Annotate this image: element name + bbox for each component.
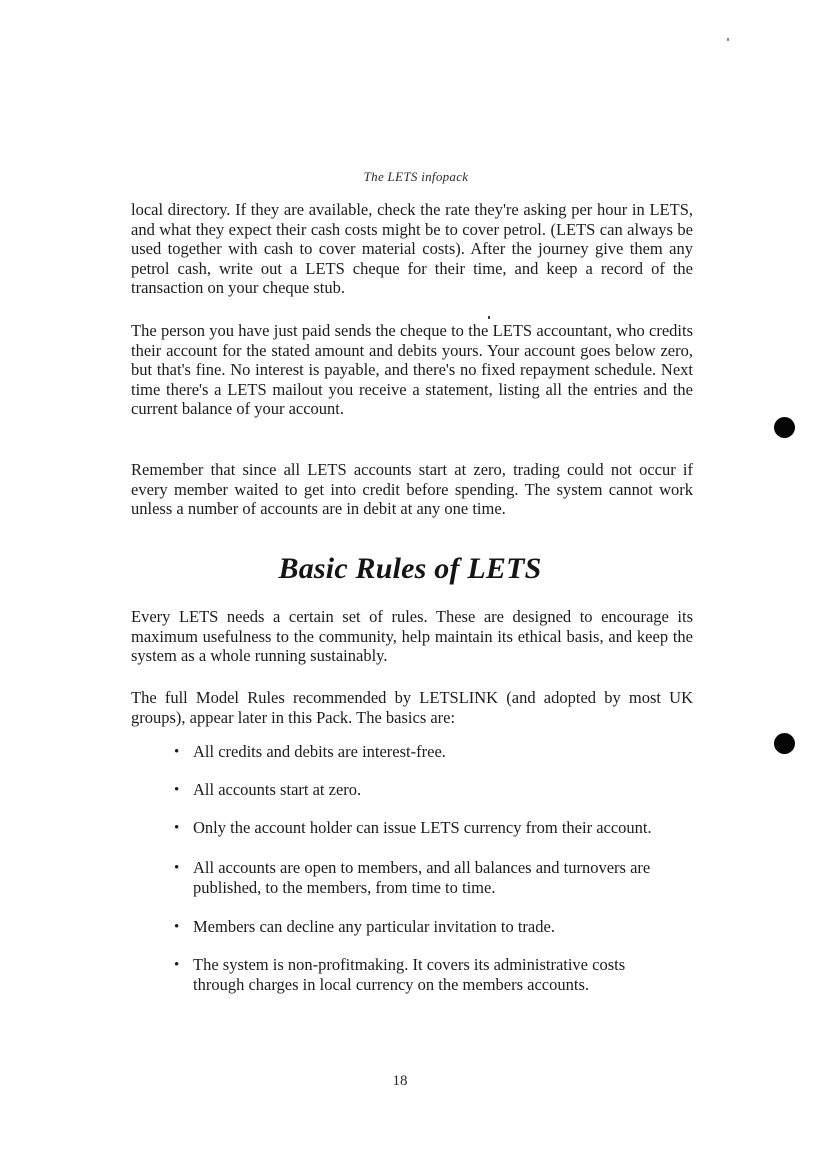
list-item bbox=[170, 780, 670, 800]
list-item-text: All credits and debits are interest-free. bbox=[193, 742, 446, 761]
list-item-text: All accounts start at zero. bbox=[193, 780, 362, 799]
list-item bbox=[170, 955, 670, 995]
paragraph-zero-balance: Remember that since all LETS accounts start at zero, trading could not occur if every member waited to get into credit before spending. The system cannot work unless a number of accounts are in debit at any one time. bbox=[131, 460, 693, 518]
list-item bbox=[170, 858, 670, 898]
paragraph-accountant: The person you have just paid sends the cheque to the LETS accountant, who credits their account for the stated amount and debits yours. Your account goes below zero, but that's fine. No interest is payable, and there's no fixed repayment schedule. Next time there's a LETS mailout you receive a statement, listing all the entries and the current balance of your account. bbox=[131, 321, 693, 418]
bullet-icon: • bbox=[174, 782, 180, 798]
list-item bbox=[170, 917, 670, 937]
bullet-icon: • bbox=[174, 957, 180, 973]
scan-speck bbox=[488, 316, 490, 319]
list-item-text: Members can decline any particular invitation to trade. bbox=[193, 917, 555, 936]
punch-hole-upper bbox=[774, 417, 795, 438]
bullet-icon: • bbox=[174, 919, 180, 935]
punch-hole-lower bbox=[774, 733, 795, 754]
rules-list bbox=[170, 742, 670, 995]
paragraph-model-rules: The full Model Rules recommended by LETSLINK (and adopted by most UK groups), appear later in this Pack. The basics are: bbox=[131, 688, 693, 727]
paragraph-rules-intro: Every LETS needs a certain set of rules. These are designed to encourage its maximum usefulness to the community, help maintain its ethical basis, and keep the system as a whole running sustainably. bbox=[131, 607, 693, 665]
bullet-icon: • bbox=[174, 820, 180, 836]
page-number: 18 bbox=[392, 1073, 408, 1089]
paragraph-directory: local directory. If they are available, check the rate they're asking per hour in LETS, and what they expect their cash costs might be to cover petrol. (LETS can always be used together with cash to cover material costs). After the journey give them any petrol cash, write out a LETS cheque for their time, and keep a record of the transaction on your cheque stub. bbox=[131, 200, 693, 297]
list-item bbox=[170, 818, 670, 838]
list-item bbox=[170, 742, 670, 762]
list-item-text: All accounts are open to members, and all balances and turnovers are published, to the members, from time to time. bbox=[193, 858, 651, 897]
scan-speck bbox=[727, 38, 729, 41]
running-header: The LETS infopack bbox=[363, 169, 469, 184]
list-item-text: Only the account holder can issue LETS currency from their account. bbox=[193, 818, 652, 837]
bullet-icon: • bbox=[174, 860, 180, 876]
section-heading: Basic Rules of LETS bbox=[278, 552, 542, 585]
list-item-text: The system is non-profitmaking. It covers its administrative costs through charges in local currency on the members accounts. bbox=[193, 955, 626, 994]
bullet-icon: • bbox=[174, 744, 180, 760]
